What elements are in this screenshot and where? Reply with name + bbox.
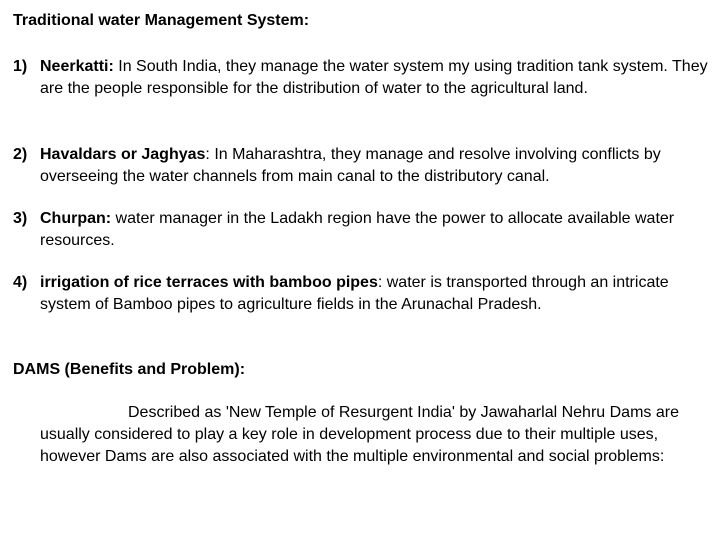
list-item-text: : water is transported through an intricate system of Bamboo pipes to agriculture fields in the Arunachal Pradesh.	[40, 274, 669, 313]
list-item-term: Neerkatti:	[40, 58, 114, 75]
dams-paragraph	[40, 402, 716, 468]
list-item-number: 3)	[13, 210, 28, 227]
list-item-term: Havaldars or Jaghyas	[40, 146, 206, 163]
list-item	[13, 272, 718, 316]
list-item	[13, 56, 718, 100]
list-item-body	[40, 208, 718, 252]
list-item	[13, 144, 718, 188]
list-item-body	[40, 272, 718, 316]
list-item-text: In South India, they manage the water system my using tradition tank system. They are the people responsible for the distribution of water to the agricultural land.	[40, 58, 708, 97]
section-heading-traditional-water-management: Traditional water Management System:	[13, 12, 310, 29]
list-item-term: irrigation of rice terraces with bamboo pipes	[40, 274, 378, 291]
section-heading-dams: DAMS (Benefits and Problem):	[13, 361, 246, 378]
list-item-number: 1)	[13, 58, 28, 75]
list-item	[13, 208, 718, 252]
dams-paragraph-text: Described as 'New Temple of Resurgent India' by Jawaharlal Nehru Dams are usually considered to play a key role in development process due to their multiple uses, however Dams are also associated with the multiple environmental and social problems:	[40, 404, 679, 465]
list-item-number: 2)	[13, 146, 28, 163]
list-item-text: : In Maharashtra, they manage and resolve involving conflicts by overseeing the water channels from main canal to the distributory canal.	[40, 146, 661, 185]
list-item-body	[40, 144, 718, 188]
list-item-number: 4)	[13, 274, 28, 291]
list-item-body	[40, 56, 718, 100]
list-item-term: Churpan:	[40, 210, 112, 227]
list-item-text: water manager in the Ladakh region have the power to allocate available water resources.	[40, 210, 675, 249]
